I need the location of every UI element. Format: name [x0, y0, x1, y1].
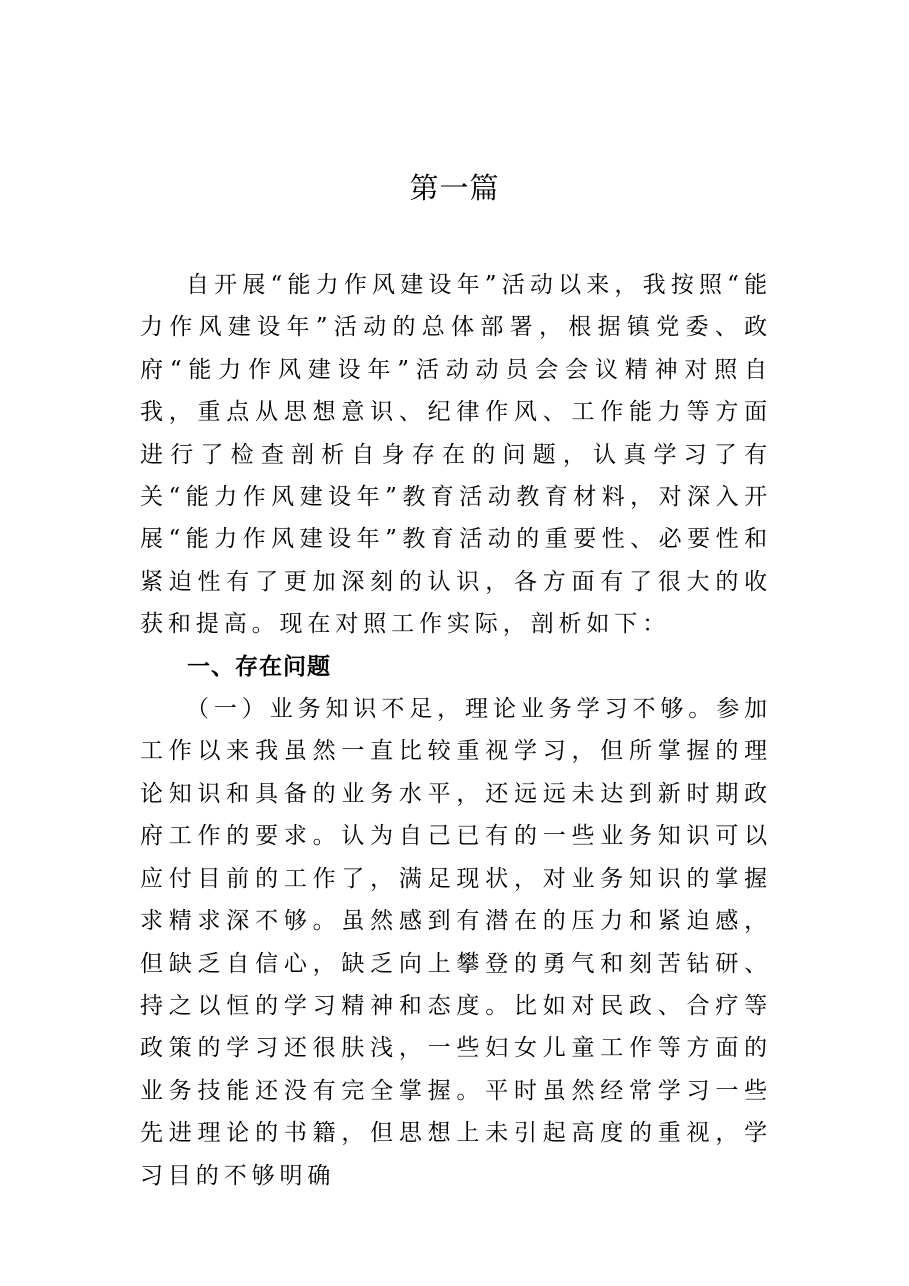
section-heading: 一、存在问题	[187, 653, 331, 680]
section-paragraph: （一）业务知识不足，理论业务学习不够。参加工作以来我虽然一直比较重视学习，但所掌握的理论知识和具备的业务水平，还远远未达到新时期政府工作的要求。认为自己已有的一些业务知识可以应付目前的工作了，满足现状，对业务知识的掌握求精求深不够。虽然感到有潜在的压力和紧迫感，但缺乏自信心，缺乏向上攀登的勇气和刻苦钻研、持之以恒的学习精神和态度。比如对民政、合疗等政策的学习还很肤浅，一些妇女儿童工作等方面的业务技能还没有完全掌握。平时虽然经常学习一些先进理论的书籍，但思想上未引起高度的重视，学习目的不够明确	[140, 696, 772, 1189]
document-title: 第一篇	[409, 171, 500, 205]
document-body	[140, 264, 772, 1197]
intro-paragraph: 自开展“能力作风建设年”活动以来，我按照“能力作风建设年”活动的总体部署，根据镇党委、政府“能力作风建设年”活动动员会会议精神对照自我，重点从思想意识、纪律作风、工作能力等方面进行了检查剖析自身存在的问题，认真学习了有关“能力作风建设年”教育活动教育材料，对深入开展“能力作风建设年”教育活动的重要性、必要性和紧迫性有了更加深刻的认识，各方面有了很大的收获和提高。现在对照工作实际，剖析如下：	[140, 272, 772, 638]
